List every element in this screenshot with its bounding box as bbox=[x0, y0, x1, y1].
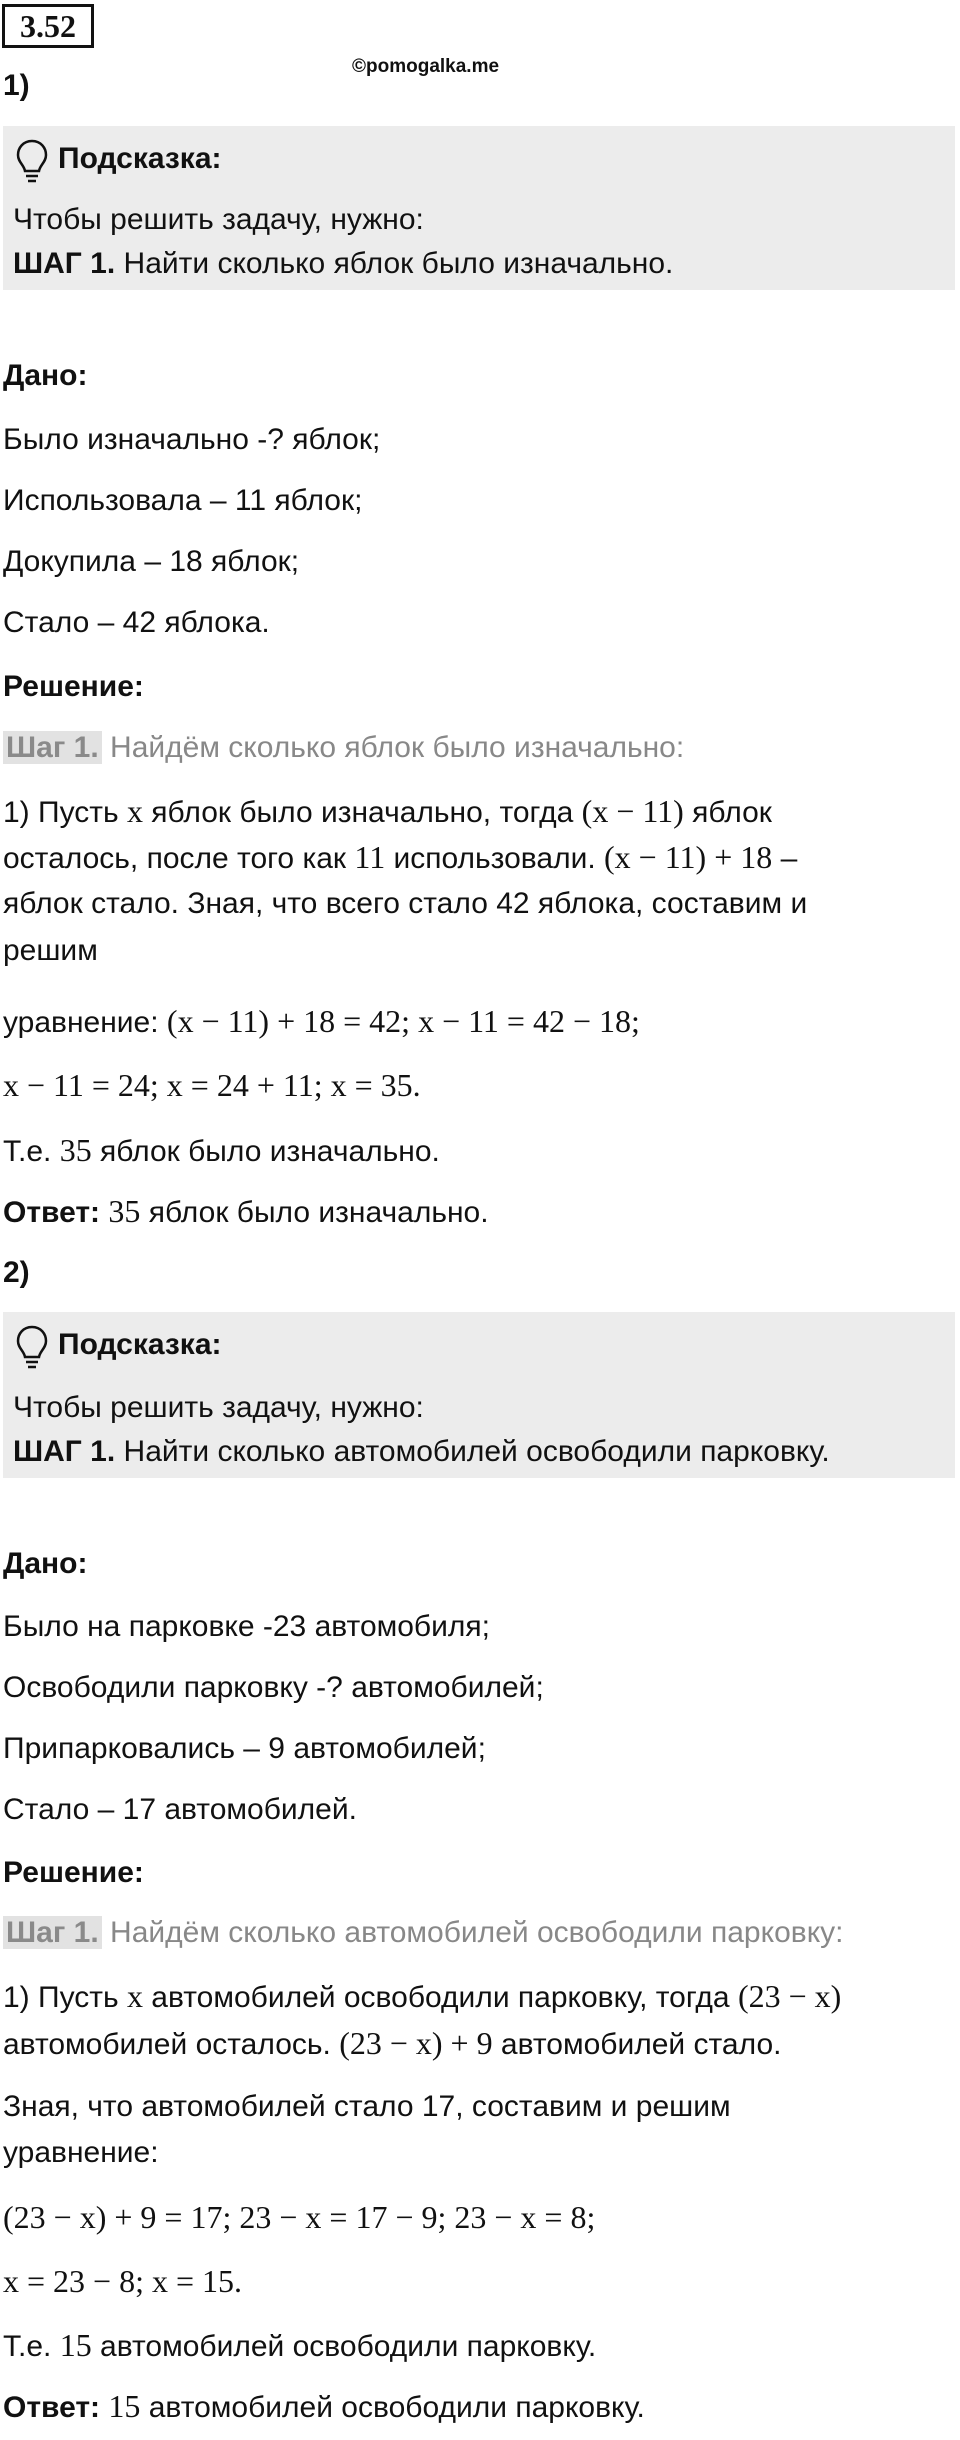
solution-line: уравнение: bbox=[3, 2136, 159, 2169]
solution-line: Зная, что автомобилей стало 17, составим и решим bbox=[3, 2090, 731, 2123]
lightbulb-icon bbox=[15, 138, 49, 184]
given-item: Припарковались – 9 автомобилей; bbox=[3, 1732, 486, 1765]
hint-step-label: ШАГ 1. bbox=[13, 1435, 116, 1468]
answer-label: Ответ: bbox=[3, 1196, 101, 1229]
equation-line: x − 11 = 24; x = 24 + 11; x = 35. bbox=[3, 1067, 421, 1103]
step-heading bbox=[3, 1913, 844, 1953]
hint-intro: Чтобы решить задачу, нужно: bbox=[13, 203, 424, 236]
solution-line: яблок стало. Зная, что всего стало 42 яблока, составим и bbox=[3, 887, 808, 920]
hint-title: Подсказка: bbox=[58, 1328, 222, 1361]
given-item: Освободили парковку -? автомобилей; bbox=[3, 1671, 544, 1704]
equation-line: уравнение: (x − 11) + 18 = 42; x − 11 = 42 − 18; bbox=[3, 1003, 640, 1039]
conclusion-line: Т.е. 15 автомобилей освободили парковку. bbox=[3, 2327, 597, 2363]
step-description: Найдём сколько яблок было изначально: bbox=[101, 731, 685, 764]
step-heading bbox=[3, 728, 684, 768]
given-item: Использовала – 11 яблок; bbox=[3, 484, 363, 517]
lightbulb-icon bbox=[15, 1324, 49, 1370]
answer-line: Ответ: 35 яблок было изначально. bbox=[3, 1193, 489, 1229]
problem-number-badge: 3.52 bbox=[2, 4, 94, 48]
hint-step-label: ШАГ 1. bbox=[13, 247, 116, 280]
hint-step-text: Найти сколько яблок было изначально. bbox=[115, 247, 674, 280]
site-credit: ©pomogalka.me bbox=[352, 56, 500, 77]
answer-line: Ответ: 15 автомобилей освободили парковку. bbox=[3, 2388, 645, 2424]
solution-title: Решение: bbox=[3, 1856, 144, 1889]
given-title: Дано: bbox=[3, 359, 88, 392]
equation-line: x = 23 − 8; x = 15. bbox=[3, 2263, 243, 2299]
part-2-label: 2) bbox=[3, 1256, 30, 1289]
hint-box-2 bbox=[3, 1312, 955, 1478]
hint-step bbox=[13, 1432, 830, 1472]
given-item: Стало – 17 автомобилей. bbox=[3, 1793, 357, 1826]
step-tag: Шаг 1. bbox=[3, 1916, 102, 1949]
solution-title: Решение: bbox=[3, 670, 144, 703]
answer-label: Ответ: bbox=[3, 2391, 101, 2424]
given-title: Дано: bbox=[3, 1547, 88, 1580]
conclusion-line: Т.е. 35 яблок было изначально. bbox=[3, 1132, 440, 1168]
given-item: Было на парковке -23 автомобиля; bbox=[3, 1610, 490, 1643]
solution-line: осталось, после того как 11 использовали. (x − 11) + 18 – bbox=[3, 839, 798, 875]
solution-line: автомобилей осталось. (23 − x) + 9 автомобилей стало. bbox=[3, 2025, 782, 2061]
hint-title: Подсказка: bbox=[58, 142, 222, 175]
given-item: Стало – 42 яблока. bbox=[3, 606, 270, 639]
step-description: Найдём сколько автомобилей освободили парковку: bbox=[101, 1916, 844, 1949]
hint-box-1 bbox=[3, 126, 955, 290]
hint-step bbox=[13, 244, 673, 284]
equation-line: (23 − x) + 9 = 17; 23 − x = 17 − 9; 23 − x = 8; bbox=[3, 2199, 596, 2235]
solution-line: 1) Пусть x яблок было изначально, тогда (x − 11) яблок bbox=[3, 793, 772, 829]
given-item: Докупила – 18 яблок; bbox=[3, 545, 300, 578]
step-tag: Шаг 1. bbox=[3, 731, 102, 764]
given-item: Было изначально -? яблок; bbox=[3, 423, 381, 456]
solution-line: решим bbox=[3, 934, 98, 967]
part-1-label: 1) bbox=[3, 69, 30, 102]
solution-line: 1) Пусть x автомобилей освободили парковку, тогда (23 − x) bbox=[3, 1978, 842, 2014]
hint-step-text: Найти сколько автомобилей освободили парковку. bbox=[115, 1435, 830, 1468]
hint-intro: Чтобы решить задачу, нужно: bbox=[13, 1391, 424, 1424]
